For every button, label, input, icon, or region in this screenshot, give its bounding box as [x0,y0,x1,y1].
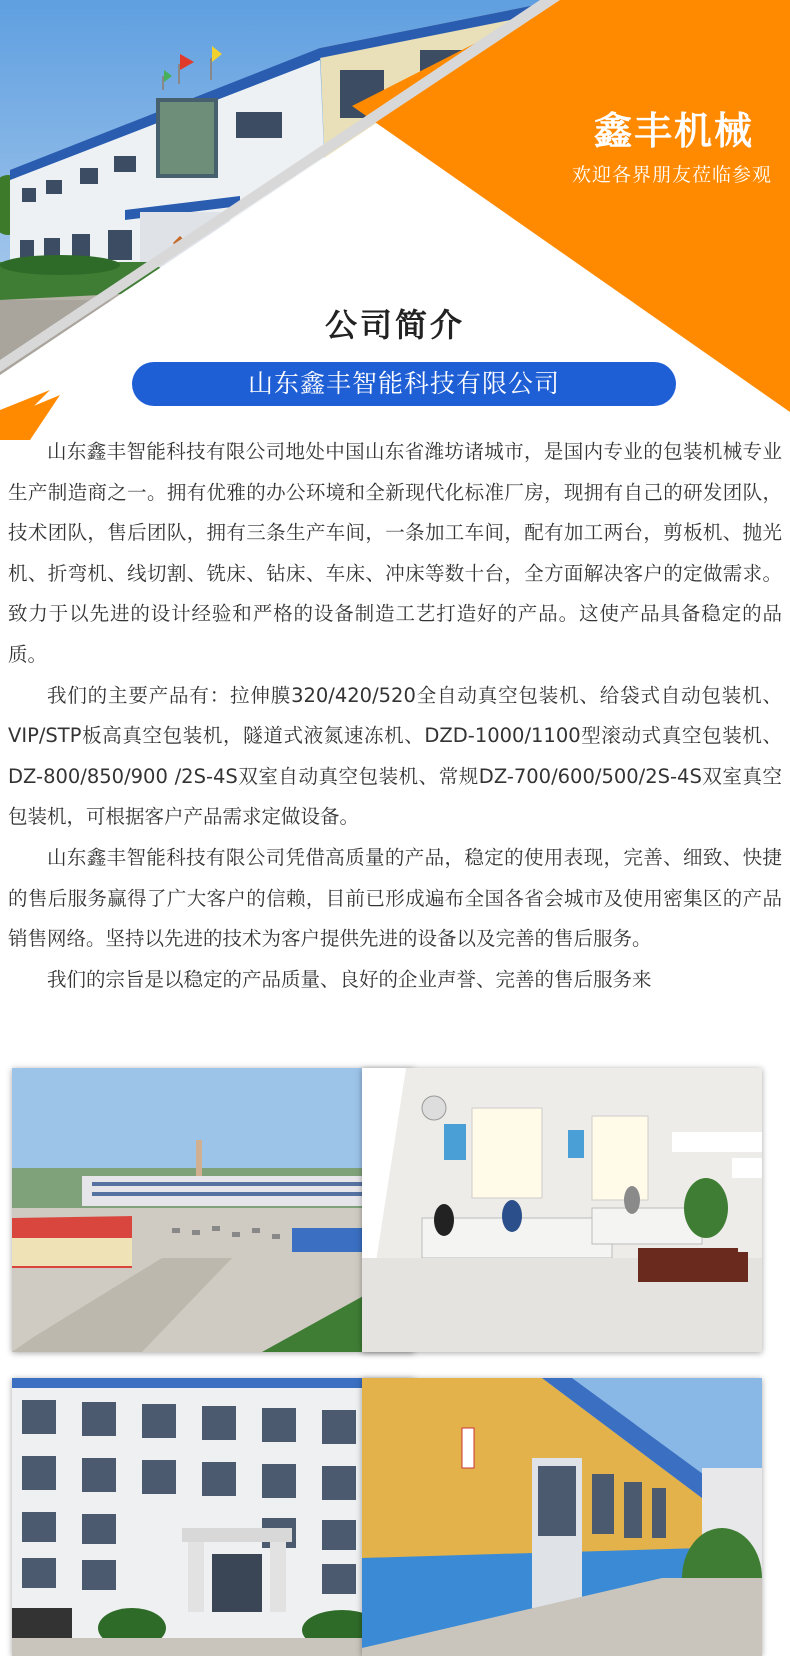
workshop-building-photo [362,1378,762,1656]
section-title: 公司简介 [324,306,465,344]
office-interior-photo [362,1068,762,1352]
intro-paragraph: 山东鑫丰智能科技有限公司地处中国山东省潍坊诸城市，是国内专业的包装机械专业生产制造商之一。拥有优雅的办公环境和全新现代化标准厂房，现拥有自己的研发团队，技术团队，售后团队，拥有三条生产车间，一条加工车间，配有加工两台，剪板机、抛光机、折弯机、线切割、铣床、钻床、车床、冲床等数十台，全方面解决客户的定做需求。致力于以先进的设计经验和严格的设备制造工艺打造好的产品。这使产品具备稳定的品质。 [8,440,782,666]
intro-paragraph: 山东鑫丰智能科技有限公司凭借高质量的产品，稳定的使用表现，完善、细致、快捷的售后服务赢得了广大客户的信赖，目前已形成遍布全国各省会城市及使用密集区的产品销售网络。坚持以先进的技术为客户提供先进的设备以及完善的售后服务。 [8,845,782,951]
office-building-photo [12,1378,414,1656]
company-intro-text [8,432,782,1044]
company-name-banner: 山东鑫丰智能科技有限公司 [132,362,676,406]
intro-paragraph: 我们的宗旨是以稳定的产品质量、良好的企业声誉、完善的售后服务来 [47,967,652,991]
factory-aerial-photo [12,1068,414,1352]
welcome-text: 欢迎各界朋友莅临参观 [571,164,772,186]
hero-banner [0,0,790,440]
intro-paragraph: 我们的主要产品有：拉伸膜320/420/520全自动真空包装机、给袋式自动包装机、VIP/STP板高真空包装机，隧道式液氮速冻机、DZD-1000/1100型滚动式真空包装机、DZ-800/850/900 /2S-4S双室自动真空包装机、常规DZ-700/600/500/2S-4S双室真空包装机，可根据客户产品需求定做设备。 [8,683,782,829]
brand-name: 鑫丰机械 [593,109,754,153]
